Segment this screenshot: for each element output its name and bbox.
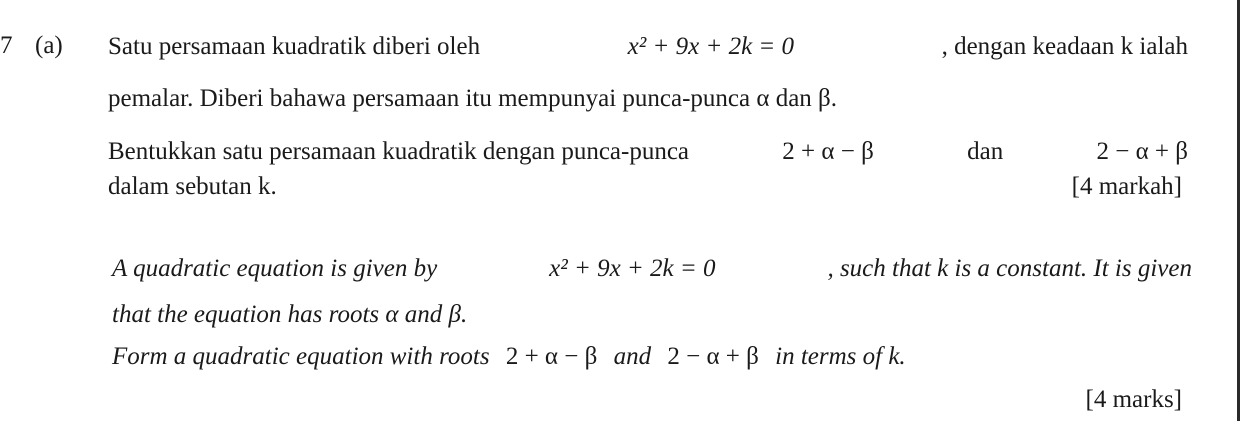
english-equation: x² + 9x + 2k = 0 — [549, 255, 716, 282]
english-root-1: 2 + α − β — [505, 343, 598, 370]
malay-line-2: pemalar. Diberi bahawa persamaan itu mempunyai punca-punca α dan β. — [108, 85, 838, 112]
malay-line-3-mid: dan — [967, 138, 1004, 165]
malay-line-1-post: , dengan keadaan k ialah — [941, 33, 1188, 60]
english-marks: [4 marks] — [1085, 386, 1182, 413]
malay-equation: x² + 9x + 2k = 0 — [627, 33, 795, 60]
english-line-1-pre: A quadratic equation is given by — [112, 255, 438, 282]
english-line-3 — [112, 342, 906, 372]
question-number: 7 — [0, 32, 13, 59]
english-line-2: that the equation has roots α and β. — [112, 301, 468, 328]
malay-line-1 — [108, 32, 1188, 62]
english-line-3-mid: and — [613, 343, 652, 370]
malay-line-1-pre: Satu persamaan kuadratik diberi oleh — [108, 33, 481, 60]
malay-marks: [4 markah] — [1071, 173, 1182, 200]
english-line-1-post: , such that k is a constant. It is given — [827, 255, 1192, 282]
malay-line-3 — [108, 137, 1188, 167]
english-line-3-post: in terms of k. — [775, 343, 906, 370]
malay-root-1: 2 + α − β — [782, 138, 874, 165]
english-line-1 — [112, 254, 1192, 284]
malay-root-2: 2 − α + β — [1096, 138, 1188, 165]
page-border — [1237, 0, 1240, 421]
malay-line-4: dalam sebutan k. — [108, 173, 277, 200]
malay-line-3-pre: Bentukkan satu persamaan kuadratik dengan punca-punca — [108, 138, 690, 165]
english-line-3-pre: Form a quadratic equation with roots — [112, 343, 490, 370]
question-part-label: (a) — [35, 32, 63, 59]
english-root-2: 2 − α + β — [667, 343, 759, 370]
